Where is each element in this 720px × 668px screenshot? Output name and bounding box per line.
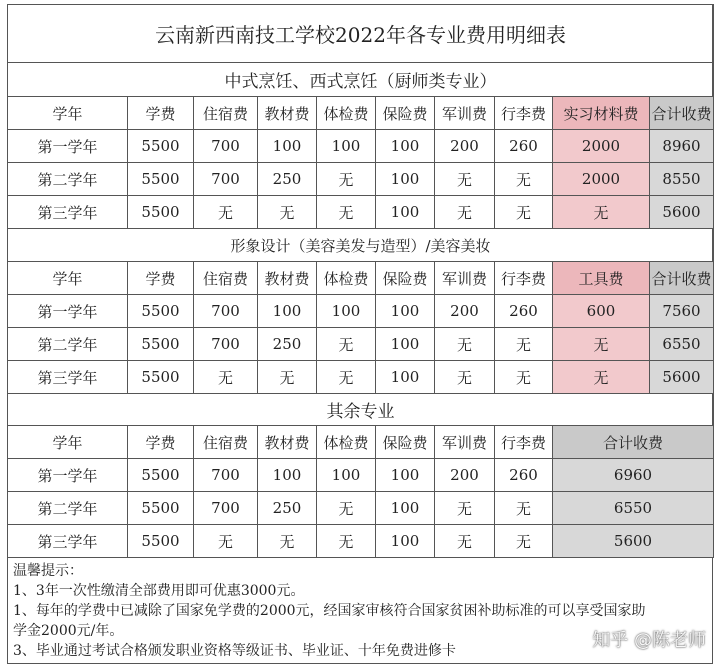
table-cell: 100 bbox=[376, 196, 435, 229]
table-cell: 100 bbox=[376, 525, 435, 558]
table-cell: 700 bbox=[194, 163, 258, 196]
table-cell: 5600 bbox=[650, 196, 714, 229]
table-cell: 8550 bbox=[650, 163, 714, 196]
table-cell: 2000 bbox=[553, 130, 650, 163]
watermark: 知乎 @陈老师 bbox=[592, 630, 706, 651]
col-header: 学费 bbox=[128, 426, 194, 459]
table-cell: 无 bbox=[317, 328, 376, 361]
table-cell: 无 bbox=[435, 492, 495, 525]
table-cell: 100 bbox=[376, 492, 435, 525]
col-header: 合计收费 bbox=[650, 97, 714, 130]
table-cell: 250 bbox=[258, 492, 317, 525]
table-cell: 第二学年 bbox=[8, 492, 128, 525]
col-header: 保险费 bbox=[376, 262, 435, 295]
table-cell: 无 bbox=[495, 328, 553, 361]
table-cell: 第一学年 bbox=[8, 295, 128, 328]
col-header: 体检费 bbox=[317, 262, 376, 295]
table-cell: 无 bbox=[435, 196, 495, 229]
col-header: 住宿费 bbox=[194, 97, 258, 130]
note-line: 1、每年的学费中已减除了国家免学费的2000元，经国家审核符合国家贫困补助标准的可以享受国家助 bbox=[13, 603, 646, 619]
table-cell: 第二学年 bbox=[8, 328, 128, 361]
col-header: 住宿费 bbox=[194, 426, 258, 459]
col-header: 行李费 bbox=[495, 97, 553, 130]
table-cell: 无 bbox=[435, 361, 495, 394]
col-header: 合计收费 bbox=[650, 262, 714, 295]
table-cell: 无 bbox=[435, 525, 495, 558]
table-cell: 100 bbox=[376, 295, 435, 328]
table-cell: 700 bbox=[194, 295, 258, 328]
table-row bbox=[8, 492, 714, 525]
table-cell: 5500 bbox=[128, 459, 194, 492]
col-header: 合计收费 bbox=[553, 426, 714, 459]
table-cell: 5600 bbox=[553, 525, 714, 558]
table-cell: 5500 bbox=[128, 130, 194, 163]
table-cell: 100 bbox=[376, 459, 435, 492]
col-header: 教材费 bbox=[258, 262, 317, 295]
table-cell: 无 bbox=[317, 361, 376, 394]
header-row bbox=[8, 426, 714, 459]
table-cell: 250 bbox=[258, 163, 317, 196]
table-cell: 100 bbox=[258, 459, 317, 492]
col-header: 学年 bbox=[8, 97, 128, 130]
table-cell: 无 bbox=[553, 196, 650, 229]
table-cell: 260 bbox=[495, 295, 553, 328]
table-cell: 5500 bbox=[128, 328, 194, 361]
table-cell: 5600 bbox=[650, 361, 714, 394]
section-title-other: 其余专业 bbox=[8, 394, 714, 426]
col-header: 教材费 bbox=[258, 97, 317, 130]
table-cell: 无 bbox=[194, 525, 258, 558]
table-cell: 100 bbox=[317, 130, 376, 163]
table-cell: 6550 bbox=[650, 328, 714, 361]
col-header: 学费 bbox=[128, 97, 194, 130]
table-cell: 第三学年 bbox=[8, 361, 128, 394]
table-cell: 100 bbox=[317, 459, 376, 492]
table-cell: 700 bbox=[194, 130, 258, 163]
table-row bbox=[8, 130, 714, 163]
table-cell: 第一学年 bbox=[8, 130, 128, 163]
table-cell: 5500 bbox=[128, 196, 194, 229]
table-cell: 无 bbox=[435, 328, 495, 361]
table-cell: 无 bbox=[317, 163, 376, 196]
header-row bbox=[8, 262, 714, 295]
table-cell: 8960 bbox=[650, 130, 714, 163]
table-cell: 无 bbox=[495, 163, 553, 196]
table-row bbox=[8, 525, 714, 558]
document-title: 云南新西南技工学校2022年各专业费用明细表 bbox=[8, 5, 714, 63]
table-cell: 无 bbox=[194, 196, 258, 229]
col-header: 住宿费 bbox=[194, 262, 258, 295]
table-cell: 260 bbox=[495, 130, 553, 163]
col-header: 工具费 bbox=[553, 262, 650, 295]
table-cell: 2000 bbox=[553, 163, 650, 196]
table-cell: 100 bbox=[376, 163, 435, 196]
table-cell: 700 bbox=[194, 459, 258, 492]
table-cell: 无 bbox=[258, 525, 317, 558]
table-cell: 7560 bbox=[650, 295, 714, 328]
table-cell: 无 bbox=[317, 196, 376, 229]
table-cell: 250 bbox=[258, 328, 317, 361]
table-cell: 200 bbox=[435, 130, 495, 163]
table-cell: 5500 bbox=[128, 525, 194, 558]
note-line: 1、3年一次性缴清全部费用即可优惠3000元。 bbox=[13, 583, 305, 599]
col-header: 学费 bbox=[128, 262, 194, 295]
table-cell: 5500 bbox=[128, 492, 194, 525]
table-cell: 无 bbox=[435, 163, 495, 196]
table-cell: 700 bbox=[194, 492, 258, 525]
table-cell: 5500 bbox=[128, 361, 194, 394]
table-row bbox=[8, 459, 714, 492]
col-header: 行李费 bbox=[495, 426, 553, 459]
table-cell: 第三学年 bbox=[8, 525, 128, 558]
table-cell: 第二学年 bbox=[8, 163, 128, 196]
col-header: 体检费 bbox=[317, 426, 376, 459]
table-cell: 无 bbox=[317, 492, 376, 525]
section-title-chef: 中式烹饪、西式烹饪（厨师类专业） bbox=[8, 63, 714, 97]
table-cell: 260 bbox=[495, 459, 553, 492]
col-header: 教材费 bbox=[258, 426, 317, 459]
table-cell: 100 bbox=[376, 130, 435, 163]
note-line: 学金2000元/年。 bbox=[13, 623, 124, 639]
section-title-beauty: 形象设计（美容美发与造型）/美容美妆 bbox=[8, 229, 714, 262]
table-row bbox=[8, 328, 714, 361]
table-cell: 100 bbox=[376, 361, 435, 394]
table-cell: 无 bbox=[317, 525, 376, 558]
table-cell: 第一学年 bbox=[8, 459, 128, 492]
table-cell: 200 bbox=[435, 459, 495, 492]
table-cell: 无 bbox=[495, 492, 553, 525]
col-header: 保险费 bbox=[376, 97, 435, 130]
table-cell: 6550 bbox=[553, 492, 714, 525]
table-cell: 5500 bbox=[128, 163, 194, 196]
table-cell: 无 bbox=[495, 196, 553, 229]
table-row bbox=[8, 196, 714, 229]
table-cell: 600 bbox=[553, 295, 650, 328]
table-row bbox=[8, 295, 714, 328]
col-header: 学年 bbox=[8, 426, 128, 459]
table-cell: 100 bbox=[258, 130, 317, 163]
notes-heading: 温馨提示： bbox=[13, 563, 83, 579]
col-header: 军训费 bbox=[435, 97, 495, 130]
col-header: 保险费 bbox=[376, 426, 435, 459]
table-cell: 无 bbox=[495, 361, 553, 394]
fee-document bbox=[7, 4, 713, 664]
table-cell: 无 bbox=[553, 361, 650, 394]
table-cell: 100 bbox=[376, 328, 435, 361]
table-cell: 6960 bbox=[553, 459, 714, 492]
table-cell: 200 bbox=[435, 295, 495, 328]
col-header: 学年 bbox=[8, 262, 128, 295]
table-cell: 无 bbox=[258, 196, 317, 229]
table-cell: 700 bbox=[194, 328, 258, 361]
table-cell: 无 bbox=[495, 525, 553, 558]
col-header: 军训费 bbox=[435, 262, 495, 295]
header-row bbox=[8, 97, 714, 130]
table-row bbox=[8, 361, 714, 394]
note-line: 3、毕业通过考试合格颁发职业资格等级证书、毕业证、十年免费进修卡 bbox=[13, 643, 456, 659]
table-cell: 无 bbox=[194, 361, 258, 394]
table-cell: 无 bbox=[258, 361, 317, 394]
col-header: 实习材料费 bbox=[553, 97, 650, 130]
table-cell: 5500 bbox=[128, 295, 194, 328]
fee-table bbox=[7, 4, 714, 558]
table-cell: 第三学年 bbox=[8, 196, 128, 229]
table-cell: 无 bbox=[553, 328, 650, 361]
table-row bbox=[8, 163, 714, 196]
table-cell: 100 bbox=[258, 295, 317, 328]
col-header: 行李费 bbox=[495, 262, 553, 295]
col-header: 军训费 bbox=[435, 426, 495, 459]
col-header: 体检费 bbox=[317, 97, 376, 130]
table-cell: 100 bbox=[317, 295, 376, 328]
